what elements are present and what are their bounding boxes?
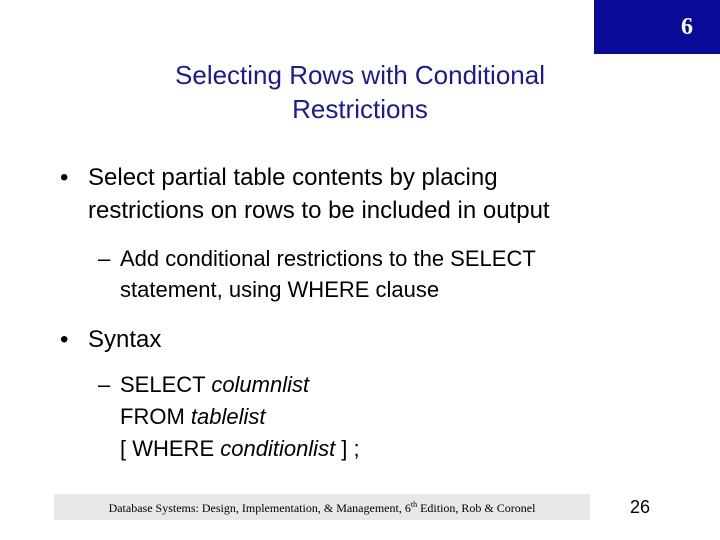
bullet-dot-icon: • [60, 326, 69, 353]
syntax-keyword: FROM [120, 404, 191, 429]
bullet-text-line-2: restrictions on rows to be included in output [88, 197, 550, 224]
syntax-argument: conditionlist [220, 436, 336, 461]
chapter-number-box [594, 0, 720, 54]
bullet-text-line-1: Select partial table contents by placing [88, 164, 498, 191]
syntax-line-2 [120, 402, 265, 432]
page-number: 26 [630, 497, 651, 517]
syntax-line-3 [120, 434, 360, 464]
slide-title [100, 58, 620, 126]
sub-bullet-text-line-2: statement, using WHERE clause [120, 277, 440, 302]
bullet-text: Syntax [88, 326, 162, 353]
bullet-dot-icon: • [60, 164, 69, 191]
footer-text-main: Database Systems: Design, Implementation, & Management, 6 [108, 501, 411, 515]
footer-text-end: Edition, Rob & Coronel [417, 501, 536, 515]
syntax-keyword: ] ; [335, 436, 360, 461]
slide-title-line-2: Restrictions [292, 94, 428, 124]
dash-icon: – [98, 246, 111, 271]
dash-icon: – [98, 372, 111, 397]
footer-citation [54, 500, 590, 516]
sub-bullet-text-line-1: Add conditional restrictions to the SELECT [120, 246, 536, 271]
syntax-argument: tablelist [190, 404, 266, 429]
slide-title-line-1: Selecting Rows with Conditional [175, 60, 545, 90]
syntax-argument: columnlist [211, 372, 310, 397]
syntax-line-1 [120, 370, 309, 400]
syntax-keyword: [ WHERE [120, 436, 221, 461]
syntax-keyword: SELECT [120, 372, 212, 397]
chapter-number: 6 [681, 13, 693, 40]
footer-superscript: th [410, 500, 418, 509]
